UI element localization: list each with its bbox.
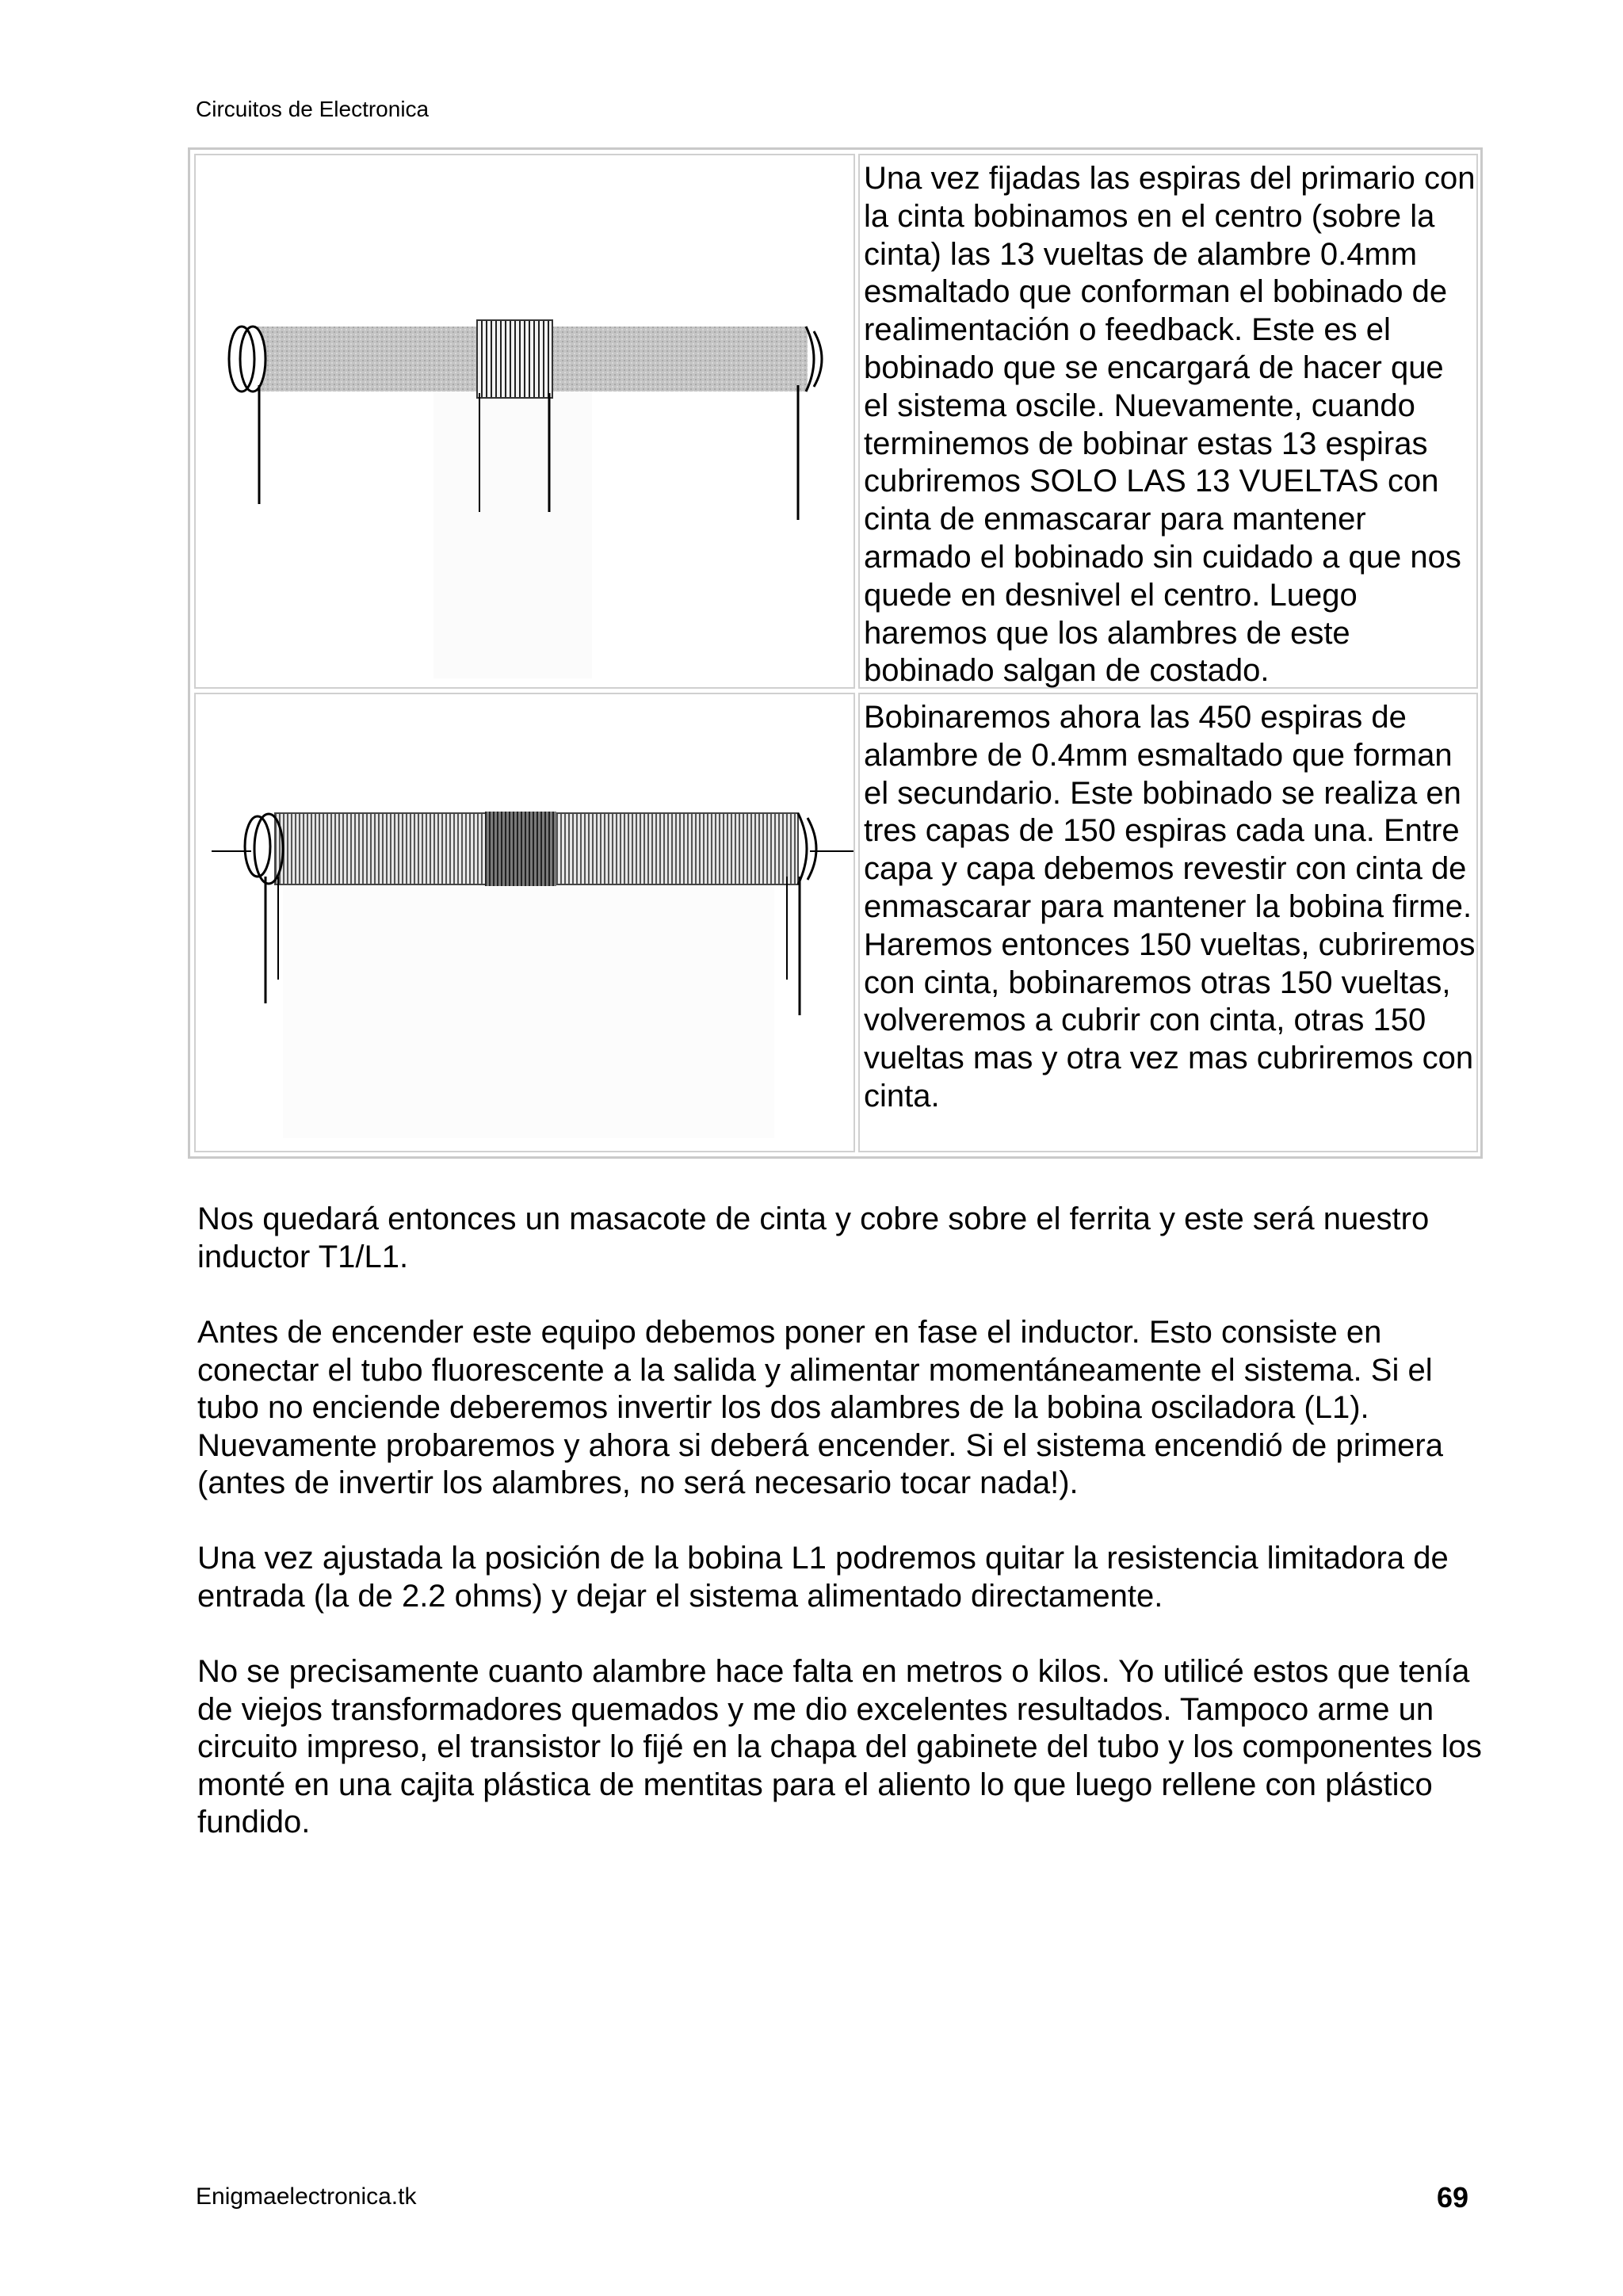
rod-right-end bbox=[798, 813, 807, 884]
table-row bbox=[190, 691, 1480, 1156]
rod-left-end bbox=[240, 327, 265, 392]
feedback-winding bbox=[477, 320, 552, 398]
coil-feedback-illustration bbox=[194, 154, 855, 689]
page-header-title: Circuitos de Electronica bbox=[196, 97, 430, 121]
instruction-text: Bobinaremos ahora las 450 espiras de alambre de 0.4mm esmaltado que forman el secundario. Este bobinado se realiza en tres capas de 150 espiras cada una. Entre capa y capa debemos revestir con cinta de enmascarar para mantener la bobina firme. Haremos entonces 150 vueltas, cubriremos con cinta, bobinaremos otras 150 vueltas, volveremos a cubrir con cinta, otras 150 vueltas mas y otra vez mas cubriremos con cinta. bbox=[864, 700, 1476, 1114]
instruction-text-cell bbox=[858, 693, 1478, 1152]
page-number: 69 bbox=[1437, 2181, 1469, 2214]
body-paragraph: No se precisamente cuanto alambre hace falta en metros o kilos. Yo utilicé estos que tenía de viejos transformadores quemados y me dio excelentes resultados. Tampoco arme un circuito impreso, el transistor lo fijé en la chapa del gabinete del tubo y los componentes los monté en una cajita plástica de mentitas para el aliento lo que luego rellene con plástico fundido. bbox=[197, 1654, 1482, 1839]
body-paragraph: Antes de encender este equipo debemos poner en fase el inductor. Esto consiste en conectar el tubo fluorescente a la salida y alimentar momentáneamente el sistema. Si el tubo no enciende deberemos invertir los dos alambres de la bobina osciladora (L1). Nuevamente probaremos y ahora si deberá encender. Si el sistema encendió de primera (antes de invertir los alambres, no será necesario tocar nada!). bbox=[197, 1315, 1443, 1500]
center-winding-shade bbox=[485, 812, 556, 886]
coil-secondary-drawing bbox=[196, 694, 854, 1151]
coil-feedback-drawing bbox=[196, 155, 854, 687]
table-row bbox=[190, 150, 1480, 691]
instruction-text-cell bbox=[858, 154, 1478, 689]
footer-site-name: Enigmaelectronica.tk bbox=[196, 2183, 417, 2210]
instruction-table bbox=[188, 147, 1483, 1159]
body-paragraph: Nos quedará entonces un masacote de cinta y cobre sobre el ferrita y este será nuestro inductor T1/L1. bbox=[197, 1201, 1430, 1274]
body-paragraph: Una vez ajustada la posición de la bobina L1 podremos quitar la resistencia limitadora de entrada (la de 2.2 ohms) y dejar el sistema alimentado directamente. bbox=[197, 1541, 1449, 1614]
coil-secondary-illustration bbox=[194, 693, 855, 1152]
instruction-text: Una vez fijadas las espiras del primario con la cinta bobinamos en el centro (sobre la cinta) las 13 vueltas de alambre 0.4mm esmaltado que conforman el bobinado de realimentación o feedback. Este es el bobinado que se encargará de hacer que el sistema oscile. Nuevamente, cuando terminemos de bobinar estas 13 espiras cubriremos SOLO LAS 13 VUELTAS con cinta de enmascarar para mantener armado el bobinado sin cuidado a que nos quede en desnivel el centro. Luego haremos que los alambres de este bobinado salgan de costado. bbox=[864, 161, 1476, 689]
